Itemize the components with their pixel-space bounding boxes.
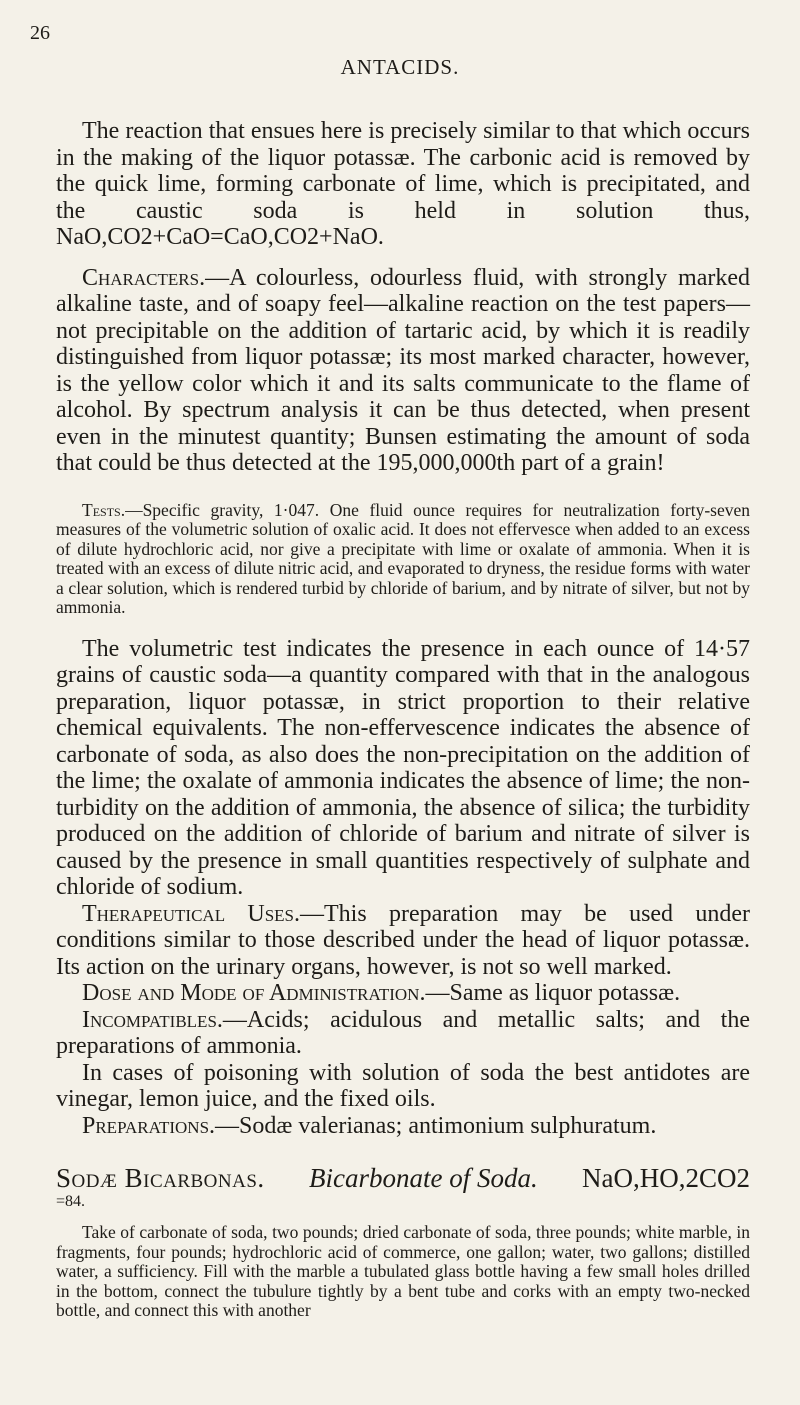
paragraph-poisoning: In cases of poisoning with solution of soda the best antidotes are vinegar, lemon juice, and the fixed oils. <box>56 1059 750 1112</box>
heading-equivalent-weight: =84. <box>56 1193 86 1210</box>
tests-text: —Specific gravity, 1·047. One fluid ounce requires for neutralization forty-seven measures of the volumetric solution of oxalic acid. It does not effervesce when added to an excess of dilute hydrochloric acid, nor give a precipitate with lime or oxalate of ammonia. When it is treated with an excess of dilute nitric acid, and evaporated to dryness, the residue forms with water a clear solution, which is rendered turbid by chloride of barium, and by nitrate of silver, but not by ammonia. <box>56 499 750 617</box>
paragraph-tests <box>56 501 750 618</box>
dose-lead: Dose and Mode of Administration. <box>82 980 426 1006</box>
characters-lead: Characters. <box>82 264 206 291</box>
characters-text: —A colourless, odourless fluid, with strongly marked alkaline taste, and of soapy feel—alkaline reaction on the test papers—not precipitable on the addition of tartaric acid, by which it is readily distinguished from liquor potassæ; its most marked character, however, is the yellow color which it and its salts communicate to the flame of alcohol. By spectrum analysis it can be thus detected, when present even in the minutest quantity; Bunsen estimating the amount of soda that could be thus detected at the 195,000,000th part of a grain! <box>56 264 750 476</box>
heading-latin-name: Sodæ Bicarbonas. <box>56 1163 265 1193</box>
preparations-text: —Sodæ valerianas; antimonium sulphuratum. <box>215 1112 657 1139</box>
paragraph-characters <box>56 265 750 477</box>
paragraph-bicarbonate-prep: Take of carbonate of soda, two pounds; dried carbonate of soda, three pounds; white marble, in fragments, four pounds; hydrochloric acid of commerce, one gallon; water, two gallons; distilled water, a sufficiency. Fill with the marble a tubulated glass bottle having a few small holes drilled in the bottom, connect the tubulure tightly by a bent tube and corks with an empty two-necked bottle, and connect this with another <box>56 1222 750 1320</box>
incompatibles-lead: Incompatibles. <box>82 1006 223 1033</box>
paragraph-reaction: The reaction that ensues here is precisely similar to that which occurs in the making of the liquor potassæ. The carbonic acid is removed by the quick lime, forming carbonate of lime, which is precipitated, and the caustic soda is held in solution thus, NaO,CO2+CaO=CaO,CO2+NaO. <box>56 118 750 250</box>
page-body <box>56 118 750 1321</box>
section-heading <box>56 1163 750 1223</box>
therapeutical-uses-text: —This preparation may be used under conditions similar to those described under the head of liquor potassæ. Its action on the urinary organs, however, is not so well marked. <box>56 900 750 980</box>
paragraph-dose <box>56 980 750 1007</box>
incompatibles-text: —Acids; acidulous and metallic salts; and the preparations of ammonia. <box>56 1006 750 1059</box>
heading-english-name: Bicarbonate of Soda. <box>308 1163 538 1193</box>
therapeutical-uses-lead: Therapeutical Uses. <box>82 900 301 927</box>
heading-row <box>56 1163 750 1193</box>
paragraph-incompatibles <box>56 1007 750 1060</box>
paragraph-volumetric: The volumetric test indicates the presence in each ounce of 14·57 grains of caustic soda—a quantity compared with that in the analogous preparation, liquor potassæ, in strict proportion to their relative chemical equivalents. The non-effervescence indicates the absence of carbonate of soda, as also does the non-precipitation on the addition of the lime; the oxalate of ammonia indicates the absence of lime; the non-turbidity on the addition of ammonia, the absence of silica; the turbidity produced on the addition of chloride of barium and nitrate of silver is caused by the presence in small quantities respectively of sulphate and chloride of sodium. <box>56 635 750 900</box>
running-head: ANTACIDS. <box>340 55 460 79</box>
dose-text: —Same as liquor potassæ. <box>425 980 681 1006</box>
preparations-lead: Preparations. <box>82 1112 216 1139</box>
page-number: 26 <box>30 22 50 44</box>
tests-lead: Tests. <box>82 499 126 520</box>
heading-formula: NaO,HO,2CO2 <box>582 1163 750 1193</box>
paragraph-preparations <box>56 1113 750 1140</box>
paragraph-therapeutical-uses <box>56 901 750 981</box>
